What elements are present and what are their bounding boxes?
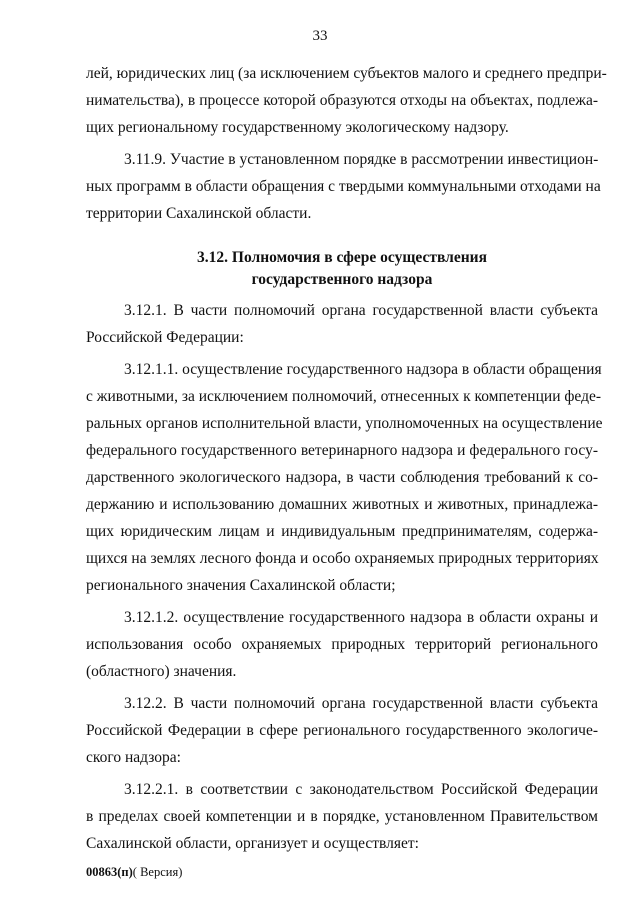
text-line: ского надзора: (86, 749, 181, 766)
document-code: 00863(п) (86, 865, 133, 879)
text-line: Российской Федерации в сфере регионального государственного экологиче- (86, 722, 598, 739)
text-line: использования особо охраняемых природных территорий регионального (86, 636, 598, 653)
text-line: лей, юридических лиц (за исключением субъектов малого и среднего предпри- (86, 65, 607, 82)
paragraph (86, 776, 598, 857)
page-number: 33 (312, 28, 328, 44)
text-line: 3.12.1. В части полномочий органа государственной власти субъекта (124, 302, 598, 319)
text-line: 3.12.1.1. осуществление государственного надзора в области обращения (124, 361, 602, 378)
text-line: 3.12.2. В части полномочий органа государственной власти субъекта (124, 695, 598, 712)
heading-line: 3.12. Полномочия в сфере осуществления (197, 249, 487, 266)
text-line: дарственного экологического надзора, в части соблюдения требований к со- (86, 469, 598, 486)
section-heading (86, 247, 598, 291)
paragraph (86, 690, 598, 771)
text-line: в пределах своей компетенции и в порядке, установленном Правительством (86, 808, 598, 825)
text-line: (областного) значения. (86, 663, 237, 680)
text-line: с животными, за исключением полномочий, отнесенных к компетенции феде- (86, 388, 602, 405)
heading-line: государственного надзора (251, 271, 433, 288)
text-line: 3.12.2.1. в соответствии с законодательством Российской Федерации (124, 781, 598, 798)
paragraph (86, 146, 601, 227)
text-line: щихся на землях лесного фонда и особо охраняемых природных территориях (86, 550, 599, 567)
text-line: Сахалинской области, организует и осуществляет: (86, 835, 419, 852)
paragraph (86, 297, 598, 351)
text-line: территории Сахалинской области. (86, 205, 312, 222)
paragraph (86, 604, 598, 685)
text-line: федерального государственного ветеринарного надзора и федерального госу- (86, 442, 598, 459)
text-line: нимательства), в процессе которой образуются отходы на объектах, подлежа- (86, 92, 598, 109)
text-line: щих региональному государственному экологическому надзору. (86, 119, 509, 136)
text-line: ральных органов исполнительной власти, уполномоченных на осуществление (86, 415, 603, 432)
text-line: регионального значения Сахалинской области; (86, 577, 396, 594)
text-line: 3.12.1.2. осуществление государственного надзора в области охраны и (124, 609, 598, 626)
text-line: держанию и использованию домашних животных и животных, принадлежа- (86, 496, 598, 513)
document-footer (86, 865, 182, 880)
text-line: щих юридическим лицам и индивидуальным предпринимателям, содержа- (86, 523, 598, 540)
paragraph (86, 356, 603, 599)
document-version: ( Версия) (132, 865, 183, 879)
text-line: 3.11.9. Участие в установленном порядке в рассмотрении инвестицион- (124, 151, 599, 168)
document-body (86, 60, 607, 857)
paragraph (86, 60, 607, 141)
text-line: ных программ в области обращения с твердыми коммунальными отходами на (86, 178, 601, 195)
text-line: Российской Федерации: (86, 329, 244, 346)
